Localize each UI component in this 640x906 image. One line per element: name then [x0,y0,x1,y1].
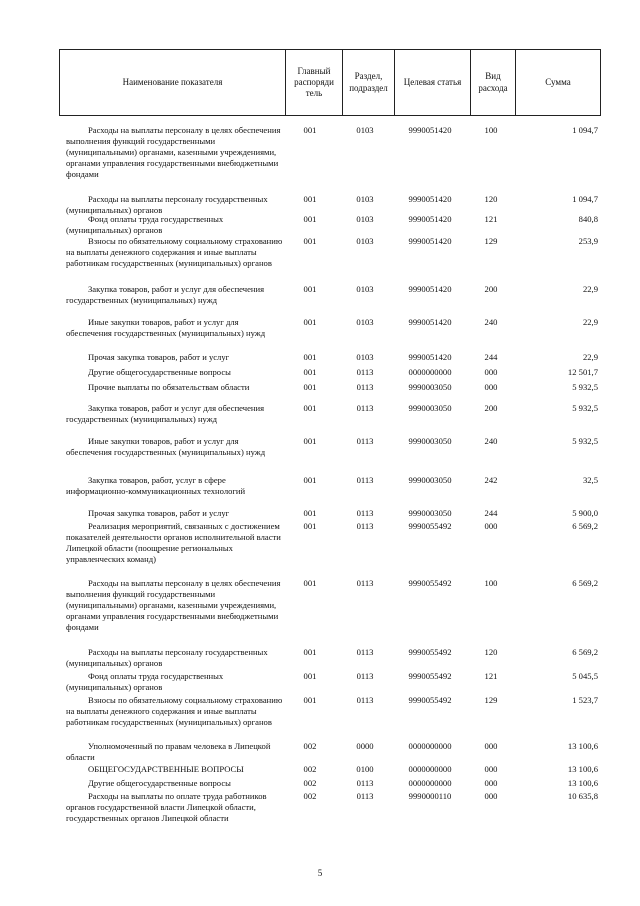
row-expense-type: 100 [484,578,498,588]
header-sum: Сумма [515,50,600,115]
row-name: Фонд оплаты труда государственных (муниципальных) органов [66,214,224,235]
row-section: 0103 [356,352,374,362]
row-sum: 5 900,0 [572,508,598,518]
row-target-article: 9990055492 [408,671,452,681]
row-target-article: 9990051420 [408,236,452,246]
row-target-article: 0000000000 [408,367,452,377]
row-section: 0113 [356,695,374,705]
header-expense-type: Вид расхода [470,50,515,115]
row-expense-type: 200 [484,284,498,294]
row-name: Расходы на выплаты персоналу государственных (муниципальных) органов [66,647,268,668]
row-section: 0103 [356,236,374,246]
row-target-article: 9990051420 [408,284,452,294]
row-expense-type: 240 [484,317,498,327]
row-section: 0113 [356,671,374,681]
row-expense-type: 242 [484,475,498,485]
row-name: Расходы на выплаты персоналу в целях обеспечения выполнения функций государственными (муниципальными) органами, казенными учреждениями, органами управления государственными внебюджетными фондами [66,125,281,179]
row-section: 0113 [356,521,374,531]
row-main-manager: 001 [303,671,317,681]
row-target-article: 9990055492 [408,695,452,705]
row-expense-type: 000 [484,791,498,801]
row-expense-type: 121 [484,671,498,681]
row-expense-type: 000 [484,382,498,392]
row-sum: 22,9 [582,317,598,327]
row-main-manager: 001 [303,194,317,204]
row-target-article: 0000000000 [408,741,452,751]
row-section: 0113 [356,508,374,518]
row-main-manager: 002 [303,764,317,774]
row-main-manager: 001 [303,508,317,518]
row-main-manager: 001 [303,284,317,294]
row-main-manager: 001 [303,352,317,362]
row-target-article: 9990055492 [408,578,452,588]
row-target-article: 9990055492 [408,521,452,531]
row-section: 0113 [356,778,374,788]
row-expense-type: 000 [484,367,498,377]
row-name: Фонд оплаты труда государственных (муниципальных) органов [66,671,224,692]
row-section: 0103 [356,214,374,224]
row-name: Другие общегосударственные вопросы [88,367,231,377]
row-main-manager: 001 [303,647,317,657]
row-main-manager: 001 [303,125,317,135]
row-section: 0103 [356,194,374,204]
row-section: 0103 [356,317,374,327]
row-name: ОБЩЕГОСУДАРСТВЕННЫЕ ВОПРОСЫ [88,764,244,774]
row-target-article: 9990055492 [408,647,452,657]
row-target-article: 9990003050 [408,475,452,485]
row-sum: 1 523,7 [572,695,598,705]
row-target-article: 9990051420 [408,214,452,224]
row-section: 0113 [356,403,374,413]
row-target-article: 9990051420 [408,125,452,135]
row-sum: 5 932,5 [572,403,598,413]
row-sum: 13 100,6 [567,764,598,774]
row-expense-type: 121 [484,214,498,224]
row-section: 0000 [356,741,374,751]
table-header [59,49,601,116]
row-section: 0103 [356,125,374,135]
row-name: Взносы по обязательному социальному страхованию на выплаты денежного содержания и иные выплаты работникам государственных (муниципальных) органов [66,695,283,727]
header-target-article: Целевая статья [394,50,470,115]
row-name: Прочая закупка товаров, работ и услуг [88,352,230,362]
header-main-manager: Главный распоряди тель [285,50,342,115]
row-name: Расходы на выплаты по оплате труда работников органов государственной власти Липецкой области, государственных органов Липецкой области [66,791,267,823]
row-main-manager: 001 [303,475,317,485]
row-expense-type: 120 [484,194,498,204]
row-section: 0113 [356,647,374,657]
row-expense-type: 240 [484,436,498,446]
row-target-article: 9990003050 [408,403,452,413]
row-sum: 13 100,6 [567,778,598,788]
row-sum: 5 045,5 [572,671,598,681]
row-sum: 6 569,2 [572,647,598,657]
row-expense-type: 000 [484,741,498,751]
row-expense-type: 000 [484,764,498,774]
row-section: 0103 [356,284,374,294]
row-sum: 22,9 [582,284,598,294]
header-section: Раздел, подраздел [342,50,394,115]
row-name: Иные закупки товаров, работ и услуг для обеспечения государственных (муниципальных) нужд [66,436,266,457]
row-target-article: 9990003050 [408,382,452,392]
row-sum: 840,8 [578,214,598,224]
row-target-article: 9990000110 [408,791,452,801]
row-main-manager: 001 [303,317,317,327]
row-expense-type: 244 [484,352,498,362]
row-sum: 13 100,6 [567,741,598,751]
row-section: 0113 [356,791,374,801]
row-expense-type: 244 [484,508,498,518]
row-main-manager: 001 [303,436,317,446]
row-name: Иные закупки товаров, работ и услуг для обеспечения государственных (муниципальных) нужд [66,317,266,338]
row-main-manager: 001 [303,236,317,246]
row-name: Прочие выплаты по обязательствам области [88,382,250,392]
row-name: Уполномоченный по правам человека в Липецкой области [66,741,271,762]
row-expense-type: 000 [484,778,498,788]
row-sum: 1 094,7 [572,194,598,204]
row-section: 0113 [356,367,374,377]
row-section: 0113 [356,436,374,446]
row-main-manager: 002 [303,778,317,788]
row-sum: 5 932,5 [572,382,598,392]
row-target-article: 9990051420 [408,317,452,327]
row-main-manager: 002 [303,791,317,801]
row-main-manager: 001 [303,214,317,224]
row-sum: 6 569,2 [572,578,598,588]
row-main-manager: 001 [303,521,317,531]
row-section: 0113 [356,382,374,392]
row-name: Взносы по обязательному социальному страхованию на выплаты денежного содержания и иные выплаты работникам государственных (муниципальных) органов [66,236,283,268]
row-name: Закупка товаров, работ, услуг в сфере информационно-коммуникационных технологий [66,475,246,496]
row-expense-type: 129 [484,236,498,246]
row-sum: 12 501,7 [567,367,598,377]
row-main-manager: 002 [303,741,317,751]
row-target-article: 9990051420 [408,352,452,362]
page-number: 5 [317,868,323,878]
row-main-manager: 001 [303,367,317,377]
row-target-article: 9990003050 [408,436,452,446]
row-section: 0113 [356,578,374,588]
row-expense-type: 120 [484,647,498,657]
row-sum: 10 635,8 [567,791,598,801]
row-sum: 253,9 [578,236,598,246]
row-section: 0100 [356,764,374,774]
row-name: Расходы на выплаты персоналу государственных (муниципальных) органов [66,194,268,215]
row-target-article: 9990051420 [408,194,452,204]
row-name: Прочая закупка товаров, работ и услуг [88,508,230,518]
row-name: Реализация мероприятий, связанных с достижением показателей деятельности органов исполнительной власти Липецкой области (поощрение региональных управленческих команд) [66,521,281,564]
row-sum: 5 932,5 [572,436,598,446]
row-sum: 32,5 [582,475,598,485]
row-name: Закупка товаров, работ и услуг для обеспечения государственных (муниципальных) нужд [66,403,265,424]
row-expense-type: 100 [484,125,498,135]
row-name: Другие общегосударственные вопросы [88,778,231,788]
row-section: 0113 [356,475,374,485]
header-name: Наименование показателя [122,76,223,87]
row-expense-type: 129 [484,695,498,705]
row-sum: 22,9 [582,352,598,362]
row-expense-type: 200 [484,403,498,413]
row-name: Закупка товаров, работ и услуг для обеспечения государственных (муниципальных) нужд [66,284,265,305]
row-main-manager: 001 [303,695,317,705]
row-expense-type: 000 [484,521,498,531]
row-sum: 6 569,2 [572,521,598,531]
row-main-manager: 001 [303,403,317,413]
row-main-manager: 001 [303,578,317,588]
row-main-manager: 001 [303,382,317,392]
row-target-article: 9990003050 [408,508,452,518]
row-name: Расходы на выплаты персоналу в целях обеспечения выполнения функций государственными (муниципальными) органами, казенными учреждениями, органами управления государственными внебюджетными фондами [66,578,281,632]
row-target-article: 0000000000 [408,764,452,774]
row-target-article: 0000000000 [408,778,452,788]
row-sum: 1 094,7 [572,125,598,135]
